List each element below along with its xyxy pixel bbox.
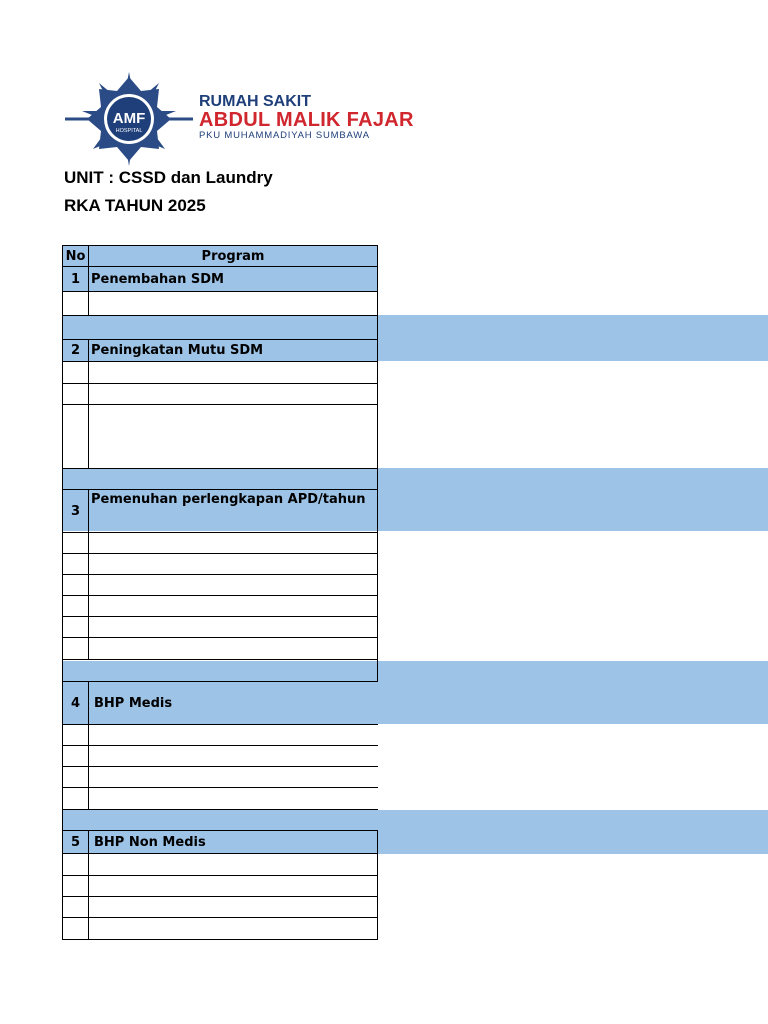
- program-number: 3: [62, 489, 89, 533]
- empty-cell: [88, 616, 378, 638]
- empty-cell: [62, 574, 89, 596]
- rka-year-title: RKA TAHUN 2025: [64, 196, 206, 215]
- empty-cell: [88, 896, 378, 918]
- unit-title: UNIT : CSSD dan Laundry: [64, 168, 273, 187]
- program-number: 5: [62, 830, 89, 854]
- program-name: Penembahan SDM: [88, 266, 378, 292]
- program-number: 1: [62, 266, 89, 292]
- empty-cell: [62, 532, 89, 554]
- logo-line-3: PKU MUHAMMADIYAH SUMBAWA: [199, 130, 370, 141]
- empty-cell: [88, 875, 378, 897]
- empty-cell: [88, 595, 378, 617]
- empty-cell: [62, 553, 89, 575]
- empty-cell: [62, 383, 89, 405]
- spacer-row: [62, 468, 378, 490]
- empty-cell: [88, 766, 378, 788]
- spacer-row: [62, 315, 378, 340]
- logo-badge: AMF: [112, 110, 146, 127]
- empty-cell: [88, 745, 378, 767]
- empty-cell: [62, 637, 89, 660]
- empty-cell: [62, 361, 89, 384]
- hospital-logo: [62, 70, 414, 168]
- empty-cell: [62, 745, 89, 767]
- empty-cell: [88, 574, 378, 596]
- spacer-row: [62, 659, 378, 682]
- program-name: Peningkatan Mutu SDM: [88, 339, 378, 362]
- empty-cell: [62, 787, 89, 810]
- empty-cell: [62, 595, 89, 617]
- logo-line-2: ABDUL MALIK FAJAR: [199, 109, 414, 131]
- amf-emblem-icon: [62, 70, 199, 168]
- empty-cell: [88, 291, 378, 316]
- empty-cell: [62, 853, 89, 876]
- spacer-row: [62, 809, 378, 831]
- program-name: BHP Non Medis: [88, 830, 378, 854]
- empty-cell: [62, 766, 89, 788]
- logo-badge-sub: HOSPITAL: [115, 128, 143, 134]
- program-number: 4: [62, 681, 89, 725]
- program-number: 2: [62, 339, 89, 362]
- empty-cell: [88, 553, 378, 575]
- empty-cell: [88, 532, 378, 554]
- empty-cell: [88, 404, 378, 469]
- column-header-no: No: [62, 245, 89, 267]
- empty-cell: [62, 724, 89, 746]
- empty-cell: [62, 875, 89, 897]
- logo-line-1: RUMAH SAKIT: [199, 93, 311, 110]
- empty-cell: [62, 917, 89, 940]
- empty-cell: [88, 637, 378, 660]
- empty-cell: [88, 361, 378, 384]
- empty-cell: [62, 616, 89, 638]
- empty-cell: [62, 291, 89, 316]
- column-header-program: Program: [88, 245, 378, 267]
- empty-cell: [88, 787, 378, 810]
- empty-cell: [88, 383, 378, 405]
- program-name: BHP Medis: [88, 681, 378, 725]
- empty-cell: [88, 917, 378, 940]
- empty-cell: [88, 853, 378, 876]
- empty-cell: [88, 724, 378, 746]
- empty-cell: [62, 404, 89, 469]
- empty-cell: [62, 896, 89, 918]
- program-name: Pemenuhan perlengkapan APD/tahun: [88, 489, 378, 533]
